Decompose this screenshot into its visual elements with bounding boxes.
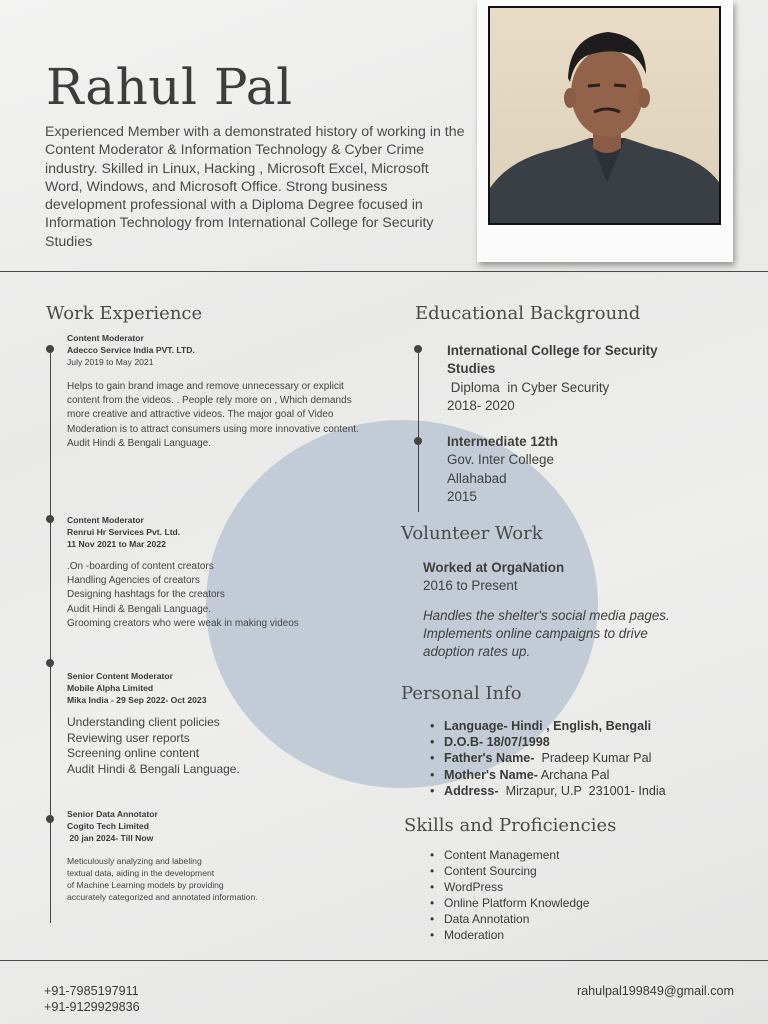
job-description: Understanding client policies Reviewing user reports Screening online content Audit Hindi & Bengali Language. bbox=[67, 715, 240, 777]
profile-summary: Experienced Member with a demonstrated history of working in the Content Moderator & Information Technology & Cyber Crime industry. Skilled in Linux, Hacking , Microsoft Excel, Microsoft Word, Windows, and Microsoft Office. Strong business development professional with a Diploma Degree focused in Information Technology from International College for Security Studies bbox=[45, 124, 465, 250]
job-description: .On -boarding of content creators Handling Agencies of creators Designing hashtags for the creators Audit Hindi & Bengali Language. Grooming creators who were weak in making videos bbox=[67, 561, 299, 629]
header-divider bbox=[0, 271, 768, 272]
volunteer-entry bbox=[423, 559, 723, 661]
volunteer-org: Worked at OrgaNation bbox=[423, 560, 565, 575]
phone-primary: +91-7985197911 bbox=[44, 984, 139, 998]
info-value: Mirzapur, U.P 231001- India bbox=[498, 783, 666, 798]
job-role: Content Moderator bbox=[67, 515, 144, 525]
school-name: Intermediate 12th bbox=[447, 434, 558, 449]
timeline-dot bbox=[414, 437, 422, 445]
info-label: Language- Hindi , English, Bengali bbox=[444, 719, 652, 733]
photo-frame bbox=[477, 0, 733, 262]
work-experience-title: Work Experience bbox=[46, 303, 203, 324]
job-entry bbox=[67, 670, 367, 778]
timeline-dot bbox=[46, 345, 54, 353]
job-company: Cogito Tech Limited bbox=[67, 821, 149, 831]
info-value: Archana Pal bbox=[537, 767, 610, 782]
list-item bbox=[444, 750, 764, 766]
education-detail: 2015 bbox=[447, 488, 477, 504]
list-item bbox=[444, 783, 764, 799]
list-item: • Content Sourcing bbox=[444, 863, 589, 879]
timeline-dot bbox=[46, 815, 54, 823]
education-entry bbox=[447, 342, 707, 415]
job-role: Senior Data Annotator bbox=[67, 809, 158, 819]
job-dates: 11 Nov 2021 to Mar 2022 bbox=[67, 539, 166, 549]
info-label: Address- bbox=[444, 783, 499, 798]
timeline-dot bbox=[46, 659, 54, 667]
education-entry bbox=[447, 433, 707, 506]
list-item bbox=[444, 734, 764, 750]
job-entry bbox=[67, 332, 367, 451]
list-item bbox=[444, 718, 764, 734]
job-company: Renrui Hr Services Pvt. Ltd. bbox=[67, 527, 181, 537]
list-item: • Data Annotation bbox=[444, 911, 589, 927]
work-timeline-line bbox=[50, 348, 51, 923]
resume-name: Rahul Pal bbox=[46, 58, 293, 116]
timeline-dot bbox=[414, 345, 422, 353]
job-description: Helps to gain brand image and remove unnecessary or explicit content from the videos. . People rely more on , Which demands more creative and attractive videos. The major goal of Video Moderation is to attract consumers using more innovative content. Audit Hindi & Bengali Language. bbox=[67, 381, 359, 449]
job-company: Adecco Service India PVT. LTD. bbox=[67, 345, 195, 355]
education-title: Educational Background bbox=[415, 303, 641, 324]
footer-divider bbox=[0, 960, 768, 961]
personal-info-title: Personal Info bbox=[401, 683, 522, 704]
info-label: D.O.B- 18/07/1998 bbox=[444, 735, 550, 750]
education-detail: Allahabad bbox=[447, 470, 507, 486]
timeline-dot bbox=[46, 515, 54, 523]
education-detail: 2018- 2020 bbox=[447, 397, 515, 413]
info-label: Father's Name- bbox=[444, 751, 535, 766]
profile-photo bbox=[488, 6, 721, 225]
list-item: • Online Platform Knowledge bbox=[444, 895, 589, 911]
phone-secondary: +91-9129929836 bbox=[44, 999, 140, 1014]
info-label: Mother's Name- bbox=[444, 767, 538, 782]
education-timeline-line bbox=[418, 350, 419, 512]
job-role: Senior Content Moderator bbox=[67, 671, 173, 681]
skills-list bbox=[444, 847, 589, 943]
list-item bbox=[444, 767, 764, 783]
job-description: Meticulously analyzing and labeling textual data, aiding in the development of Machine Learning models by providing accurately categorized and annotated information. bbox=[67, 856, 258, 902]
job-dates: Mika India - 29 Sep 2022- Oct 2023 bbox=[67, 695, 207, 705]
volunteer-title: Volunteer Work bbox=[401, 523, 543, 544]
job-dates: 20 jan 2024- Till Now bbox=[67, 833, 154, 843]
email-address: rahulpal199849@gmail.com bbox=[576, 984, 734, 998]
education-detail: Gov. Inter College bbox=[447, 452, 554, 468]
skills-title: Skills and Proficiencies bbox=[404, 815, 617, 836]
education-detail: Diploma in Cyber Security bbox=[447, 379, 610, 395]
info-value: Pradeep Kumar Pal bbox=[534, 751, 652, 766]
volunteer-dates: 2016 to Present bbox=[423, 578, 518, 594]
job-entry bbox=[67, 808, 367, 903]
person-illustration bbox=[490, 8, 721, 225]
phone-numbers bbox=[44, 984, 140, 1015]
list-item: • Content Management bbox=[444, 847, 589, 863]
list-item: • Moderation bbox=[444, 927, 589, 943]
school-name: International College for Security Studies bbox=[447, 343, 658, 377]
list-item: • WordPress bbox=[444, 879, 589, 895]
volunteer-description: Handles the shelter's social media pages. Implements online campaigns to drive adoption rates up. bbox=[423, 607, 670, 660]
personal-info-list bbox=[444, 718, 764, 799]
job-entry bbox=[67, 514, 367, 631]
job-dates: July 2019 to May 2021 bbox=[67, 357, 154, 367]
job-company: Mobile Alpha Limited bbox=[67, 683, 154, 693]
job-role: Content Moderator bbox=[67, 333, 144, 343]
